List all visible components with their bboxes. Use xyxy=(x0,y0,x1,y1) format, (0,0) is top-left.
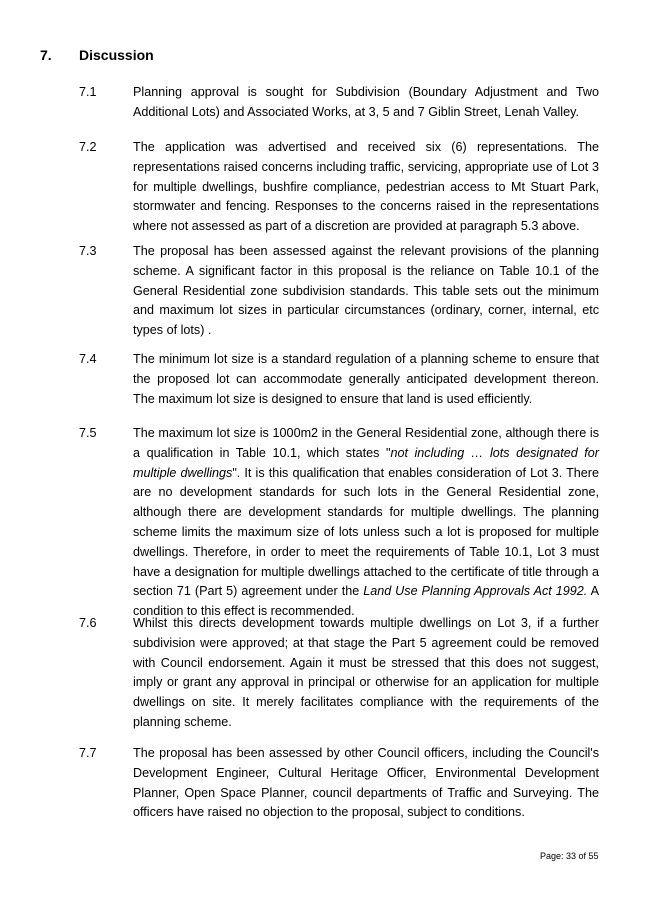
paragraph xyxy=(79,744,599,823)
paragraph xyxy=(79,83,599,123)
paragraph-number: 7.7 xyxy=(79,746,97,760)
text-run: The application was advertised and received six (6) representations. The representations raised concerns including traffic, servicing, appropriate use of Lot 3 for multiple dwellings, bushfire compliance, pedestrian access to Mt Stuart Park, stormwater and fencing. Responses to the concerns raised in the representations where not assessed as part of a discretion are provided at paragraph 5.3 above. xyxy=(133,140,599,234)
paragraph-text xyxy=(133,424,599,622)
paragraph-text xyxy=(133,350,599,409)
text-run: A condition to this effect is recommended. xyxy=(133,584,599,619)
paragraph xyxy=(79,424,599,622)
text-run: Planning approval is sought for Subdivision (Boundary Adjustment and Two Additional Lots) and Associated Works, at 3, 5 and 7 Giblin Street, Lenah Valley. xyxy=(133,85,599,119)
paragraph xyxy=(79,350,599,409)
section-heading xyxy=(40,46,154,64)
page-footer: Page: 33 of 55 xyxy=(540,851,599,861)
italic-text: not including … lots designated for multiple dwellings xyxy=(133,445,599,480)
italic-text: Land Use Planning Approvals Act 1992. xyxy=(363,584,588,599)
text-run: ". It is this qualification that enables consideration of Lot 3. There are no development standards for such lots in the General Residential zone, although there are development standards for multiple dwellings. The planning scheme limits the maximum size of lots unless such a lot is proposed for multiple dwellings. Therefore, in order to meet the requirements of Table 10.1, Lot 3 must have a designation for multiple dwellings attached to the certificate of title through a section 71 (Part 5) agreement under the xyxy=(133,465,600,599)
paragraph-number: 7.2 xyxy=(79,140,97,154)
paragraph-number: 7.1 xyxy=(79,85,97,99)
paragraph-number: 7.4 xyxy=(79,352,97,366)
text-run: The proposal has been assessed by other Council officers, including the Council's Development Engineer, Cultural Heritage Officer, Environmental Development Planner, Open Space Planner, council departments of Traffic and Surveying. The officers have raised no objection to the proposal, subject to conditions. xyxy=(133,746,599,820)
paragraph-text xyxy=(133,744,599,823)
paragraph xyxy=(79,138,599,237)
paragraph-text xyxy=(133,614,599,733)
text-run: The maximum lot size is 1000m2 in the General Residential zone, although there is a qualification in Table 10.1, which states " xyxy=(133,426,599,460)
section-title: Discussion xyxy=(79,47,154,63)
paragraph-number: 7.5 xyxy=(79,426,97,440)
paragraph-number: 7.6 xyxy=(79,616,97,630)
paragraph-text xyxy=(133,138,599,237)
section-number: 7. xyxy=(40,47,52,63)
paragraph xyxy=(79,614,599,733)
text-run: The proposal has been assessed against the relevant provisions of the planning scheme. A significant factor in this proposal is the reliance on Table 10.1 of the General Residential zone subdivision standards. This table sets out the minimum and maximum lot sizes in particular circumstances (ordinary, corner, internal, etc types of lots) . xyxy=(133,244,599,338)
paragraph-text xyxy=(133,242,599,341)
paragraph xyxy=(79,242,599,341)
text-run: The minimum lot size is a standard regulation of a planning scheme to ensure that the proposed lot can accommodate generally anticipated development thereon. The maximum lot size is designed to ensure that land is used efficiently. xyxy=(133,352,599,406)
paragraph-text xyxy=(133,83,599,123)
paragraph-number: 7.3 xyxy=(79,244,97,258)
text-run: Whilst this directs development towards multiple dwellings on Lot 3, if a further subdivision were approved; at that stage the Part 5 agreement could be removed with Council endorsement. Again it must be stressed that this does not suggest, imply or grant any approval in principal or otherwise for an application for multiple dwellings on site. It merely facilitates compliance with the requirements of the planning scheme. xyxy=(133,616,599,729)
